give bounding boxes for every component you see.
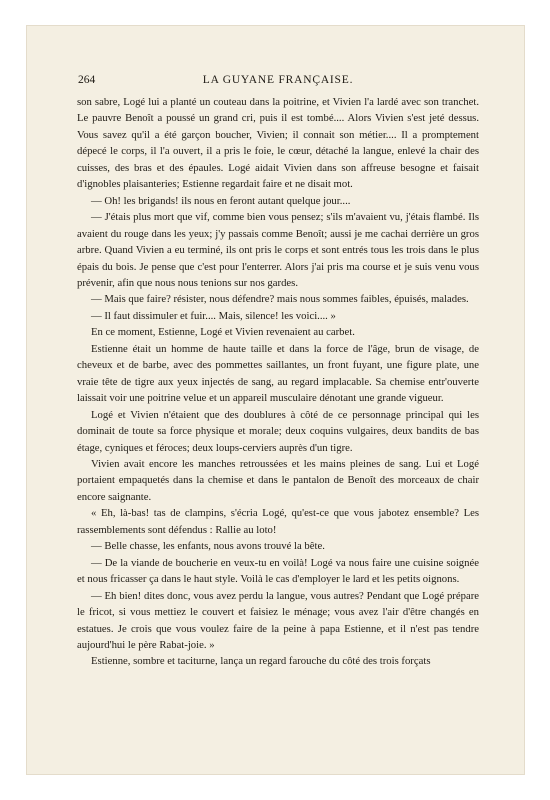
paragraph: — J'étais plus mort que vif, comme bien vous pensez; s'ils m'avaient vu, j'étais flambé. Ils avaient du rouge dans les yeux; j'y passais comme Benoît; aussi je me cachai derrière un gros arbre. Quand Vivien a eu terminé, ils ont pris le corps et sont entrés tous les trois dans le plus épais du bois. Je pense que c'est pour l'enterrer. Alors j'ai pris ma course et je suis venu vous prévenir, afin que nous nous tenions sur nos gardes. [77,211,479,289]
paragraph: En ce moment, Estienne, Logé et Vivien revenaient au carbet. [91,326,355,339]
body-text [77,94,479,670]
paragraph: Vivien avait encore les manches retroussées et les mains pleines de sang. Lui et Logé portaient empaquetés dans la chemise et dans le pantalon de Benoît des morceaux de chair encore saignante. [77,457,479,503]
page-header [78,74,478,90]
paragraph: son sabre, Logé lui a planté un couteau dans la poitrine, et Vivien l'a lardé avec son tranchet. Le pauvre Benoît a poussé un grand cri, puis il est tombé.... Alors Vivien s'est jeté dessus. Vous savez qu'il a été garçon boucher, Vivien; il connait son métier.... Il a promptement dépecé le corps, il l'a ouvert, il a pris le foie, le cœur, détaché la langue, enlevé la chair des cuisses, des bras et des épaules. Logé aidait Vivien dans son affreuse besogne et faisait d'ignobles plaisanteries; Estienne regardait faire et ne disait mot. [77,96,479,191]
paragraph: — Eh bien! dites donc, vous avez perdu la langue, vous autres? Pendant que Logé prépare le fricot, si vous mettiez le couvert et faisiez le ménage; vous avez l'air d'être changés en estatues. Je crois que vous voulez faire de la peine à papa Estienne, et il n'est pas tendre aujourd'hui le père Rabat-joie. » [77,589,479,651]
paragraph: — De la viande de boucherie en veux-tu en voilà! Logé va nous faire une cuisine soignée et nous fricasser ça dans le haut style. Voilà le cas d'employer le lard et les petits oignons. [77,556,479,586]
paragraph: « Eh, là-bas! tas de clampins, s'écria Logé, qu'est-ce que vous jabotez ensemble? Les rassemblements sont défendus : Rallie au loto! [77,507,479,536]
paragraph: Estienne, sombre et taciturne, lança un regard farouche du côté des trois forçats [91,655,431,668]
paragraph: Logé et Vivien n'étaient que des doublures à côté de ce personnage principal qui les dominait de toute sa force physique et morale; deux coquins vulgaires, deux bandits de bas étage, cyniques et féroces; deux loups-cerviers auprès d'un tigre. [77,408,479,454]
paragraph: — Il faut dissimuler et fuir.... Mais, silence! les voici.... » [91,309,336,322]
paragraph: — Mais que faire? résister, nous défendre? mais nous sommes faibles, épuisés, malades. [91,293,469,306]
running-title: LA GUYANE FRANÇAISE. [202,74,354,86]
paragraph: Estienne était un homme de haute taille et dans la force de l'âge, brun de visage, de cheveux et de barbe, avec des pommettes saillantes, un front fuyant, une figure plate, une vraie tête de tigre aux yeux injectés de sang, au regard implacable. Sa chemise entr'ouverte laissait voir une poitrine velue et un appareil musculaire dénotant une grande vigueur. [77,342,479,405]
paragraph: — Belle chasse, les enfants, nous avons trouvé la bête. [91,540,325,553]
paragraph: — Oh! les brigands! ils nous en feront autant quelque jour.... [91,194,351,207]
page-number: 264 [78,74,96,86]
